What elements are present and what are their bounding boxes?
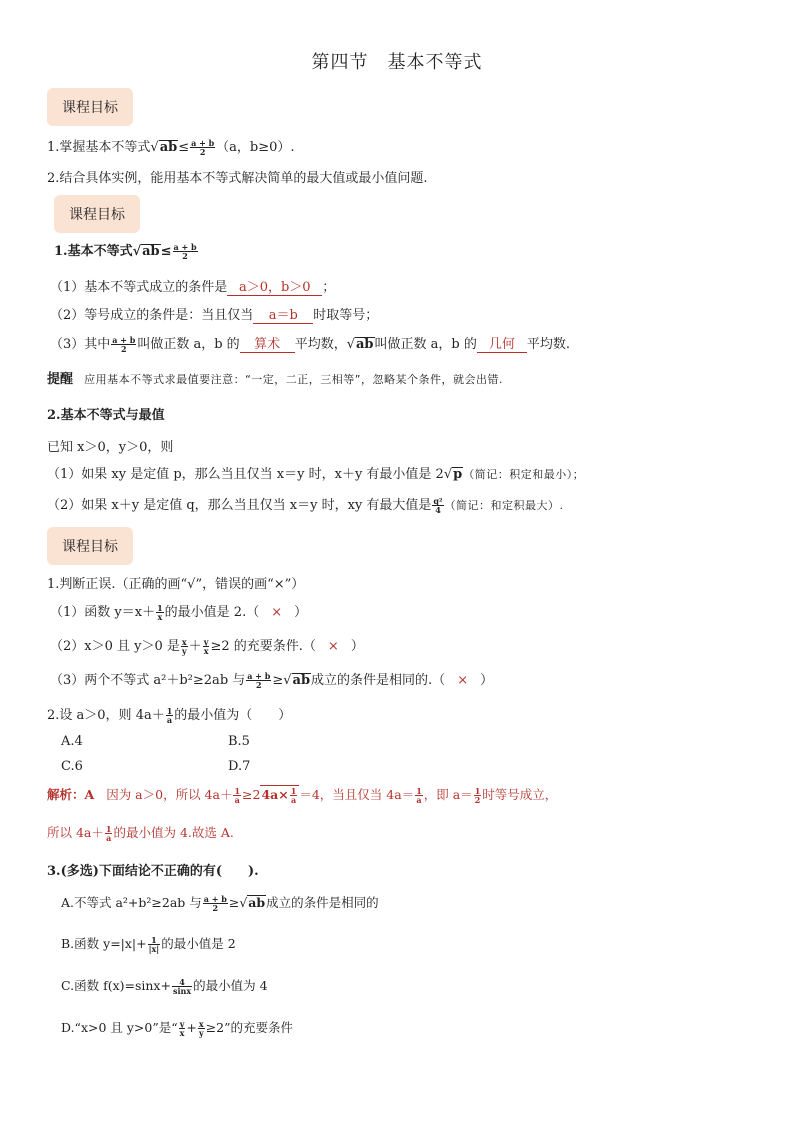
denominator: 2 (256, 680, 262, 690)
text: 所以 4a＋ (47, 825, 104, 840)
answer-mark: × (457, 673, 469, 688)
denominator: a (234, 795, 240, 805)
text: 成立的条件是相同的 (266, 895, 379, 910)
fraction (172, 978, 192, 995)
text: + (186, 1020, 197, 1035)
fraction (173, 243, 198, 260)
text: ； (322, 280, 336, 295)
text: ≥2 的充要条件.（ (210, 639, 316, 654)
page-title: 第四节 基本不等式 (311, 52, 483, 73)
text: D.“x>0 且 y>0”是“ (61, 1020, 178, 1035)
radicand: p (453, 467, 463, 482)
text: ＋ (188, 639, 202, 654)
text: （1）函数 y＝x＋ (50, 605, 156, 620)
max-min-line-2 (47, 494, 564, 514)
fraction (179, 1020, 186, 1037)
option-b: B.5 (228, 734, 250, 749)
numerator: 1 (416, 786, 422, 796)
text: （1）基本不等式成立的条件是 (50, 280, 228, 295)
text: 成立的条件是相同的.（ (311, 673, 446, 688)
course-goal-badge-3: 课程目标 (47, 527, 133, 565)
numerator: a + b (173, 242, 197, 252)
fraction (166, 707, 174, 724)
fraction (181, 638, 188, 655)
denominator: a (106, 833, 112, 843)
denominator: 2 (121, 344, 127, 354)
answer-blank: 算术 (240, 333, 295, 353)
text: 的最小值为 4.故选 A. (113, 825, 234, 840)
text: （3）其中 (50, 337, 111, 352)
goal-item-1 (47, 136, 295, 156)
fraction (246, 672, 271, 689)
condition-line-1 (50, 276, 335, 296)
text: （简记：和定积最大）. (444, 499, 564, 512)
denominator: a (166, 715, 173, 725)
question-1-item-2 (50, 635, 364, 655)
fraction (290, 787, 298, 804)
text: 叫做正数 a，b 的 (374, 337, 477, 352)
text: 因为 a＞0，所以 4a＋ (106, 787, 233, 802)
numerator: a + b (247, 671, 271, 681)
text: 2.设 a＞0，则 4a＋ (47, 708, 165, 723)
text: 平均数，√ (294, 337, 355, 352)
text: （简记：积定和最小）； (463, 468, 585, 481)
text: 的最小值为（ ） (174, 708, 292, 723)
denominator: y (181, 646, 187, 656)
condition-line-3 (50, 333, 570, 353)
fraction (105, 825, 113, 842)
answer-blank: 几何 (477, 333, 527, 353)
numerator: a + b (203, 894, 227, 904)
q3-option-d (61, 1018, 293, 1037)
fraction (148, 936, 161, 953)
numerator: 1 (105, 824, 112, 834)
text: 平均数. (526, 337, 570, 352)
text: ≥2 (242, 787, 261, 802)
fraction (233, 787, 241, 804)
radicand: ab (355, 337, 374, 352)
answer-mark: × (271, 605, 283, 620)
denominator: y (198, 1028, 204, 1038)
course-goal-badge-2: 课程目标 (54, 195, 140, 233)
numerator: x (181, 637, 187, 647)
knowledge-heading-1 (54, 240, 199, 260)
tip-text: 应用基本不等式求最值要注意：“一定，二正，三相等”，忽略某个条件，就会出错. (84, 373, 504, 386)
fraction (198, 1020, 205, 1037)
fraction (190, 139, 215, 156)
option-d: D.7 (228, 759, 251, 774)
denominator: x (203, 646, 209, 656)
denominator: |x| (148, 944, 160, 954)
text: 的最小值为 4 (193, 978, 268, 993)
fraction (203, 895, 228, 912)
numerator: 1 (474, 786, 481, 796)
numerator: a + b (191, 138, 215, 148)
text: ≥√ (228, 895, 248, 910)
denominator: sinx (172, 986, 192, 996)
numerator: 1 (148, 936, 161, 945)
denominator: 2 (212, 903, 219, 913)
option-a: A.4 (61, 734, 83, 749)
knowledge-heading-2: 2.基本不等式与最值 (47, 408, 165, 423)
text: 1.掌握基本不等式√ (47, 140, 159, 155)
question-1: 1.判断正误.（正确的画“√”，错误的画“×”） (47, 577, 305, 592)
radicand: ab (248, 895, 266, 910)
numerator: 1 (166, 706, 173, 716)
question-3-text: 下面结论不正确的有( ). (98, 864, 259, 879)
text: A.不等式 a²+b²≥2ab 与 (61, 895, 202, 910)
answer-blank: a＝b (253, 304, 313, 324)
numerator: 1 (157, 603, 163, 613)
text: （a，b≥0）. (216, 140, 295, 155)
text: B.函数 y=|x|+ (61, 936, 147, 951)
text: 时取等号； (313, 308, 379, 323)
text: ≥2”的充要条件 (205, 1020, 294, 1035)
numerator: x (198, 1019, 204, 1029)
solution-label: 解析：A (47, 787, 95, 802)
answer-blank: a＞0，b＞0 (227, 276, 322, 296)
max-min-line-1 (47, 463, 584, 482)
text: （3）两个不等式 a²＋b²≥2ab 与 (50, 673, 246, 688)
tip-note (47, 368, 503, 387)
question-2 (47, 704, 291, 724)
text: 叫做正数 a，b 的 (137, 337, 240, 352)
denominator: x (179, 1028, 185, 1038)
numerator: 1 (234, 786, 241, 796)
denominator: a (290, 795, 297, 805)
text: 1.基本不等式√ (54, 244, 142, 259)
fraction (203, 638, 210, 655)
course-goal-badge-1: 课程目标 (47, 88, 133, 126)
denominator: 2 (182, 251, 188, 261)
radicand: ab (142, 244, 160, 259)
radicand: ab (159, 140, 178, 155)
denominator: x (157, 612, 163, 622)
denominator: a (416, 795, 422, 805)
q3-option-a (61, 893, 379, 912)
solution-line-1 (47, 785, 557, 804)
radicand: 4a× (261, 787, 289, 802)
numerator: y (203, 637, 209, 647)
numerator: q² (433, 496, 443, 506)
text: （2）x＞0 且 y＞0 是 (50, 639, 180, 654)
denominator: 4 (435, 505, 441, 515)
numerator: y (179, 1019, 185, 1029)
text: （1）如果 xy 是定值 p，那么当且仅当 x＝y 时，x＋y 有最小值是 2√ (47, 467, 453, 482)
text: C.函数 f(x)=sinx+ (61, 978, 171, 993)
text: ） (294, 605, 308, 620)
text: 时等号成立， (482, 787, 558, 802)
text: ＝4，当且仅当 4a＝ (299, 787, 415, 802)
question-3 (47, 860, 259, 879)
q3-option-b (61, 934, 236, 953)
text: ） (350, 639, 364, 654)
fraction (156, 604, 164, 621)
condition-line-2 (50, 304, 378, 324)
fraction (415, 787, 423, 804)
numerator: 1 (290, 786, 297, 796)
question-1-item-3 (50, 669, 493, 689)
text: ≤ (178, 140, 190, 155)
numerator: a + b (112, 335, 136, 345)
denominator: 2 (474, 795, 481, 805)
text: （2）如果 x＋y 是定值 q，那么当且仅当 x＝y 时，xy 有最大值是 (47, 498, 432, 513)
text: 的最小值是 2.（ (164, 605, 260, 620)
text: （2）等号成立的条件是：当且仅当 (50, 308, 254, 323)
fraction (432, 497, 443, 514)
text: ≤ (160, 244, 172, 259)
text: ≥√ (272, 673, 292, 688)
question-3-label: 3.(多选) (47, 864, 99, 879)
fraction (474, 787, 482, 804)
text: ，即 a＝ (423, 787, 473, 802)
denominator: 2 (199, 147, 206, 157)
answer-mark: × (327, 639, 339, 654)
text: 的最小值是 2 (161, 936, 236, 951)
numerator: 4 (172, 978, 192, 987)
tip-label: 提醒 (47, 372, 74, 387)
question-1-item-1 (50, 601, 307, 621)
goal-item-2: 2.结合具体实例，能用基本不等式解决简单的最大值或最小值问题. (47, 171, 428, 186)
known-line: 已知 x＞0，y＞0，则 (47, 440, 174, 455)
text: ） (480, 673, 494, 688)
q3-option-c (61, 976, 268, 995)
solution-line-2 (47, 823, 234, 842)
radicand: ab (292, 673, 311, 688)
fraction (111, 336, 136, 353)
option-c: C.6 (61, 759, 83, 774)
